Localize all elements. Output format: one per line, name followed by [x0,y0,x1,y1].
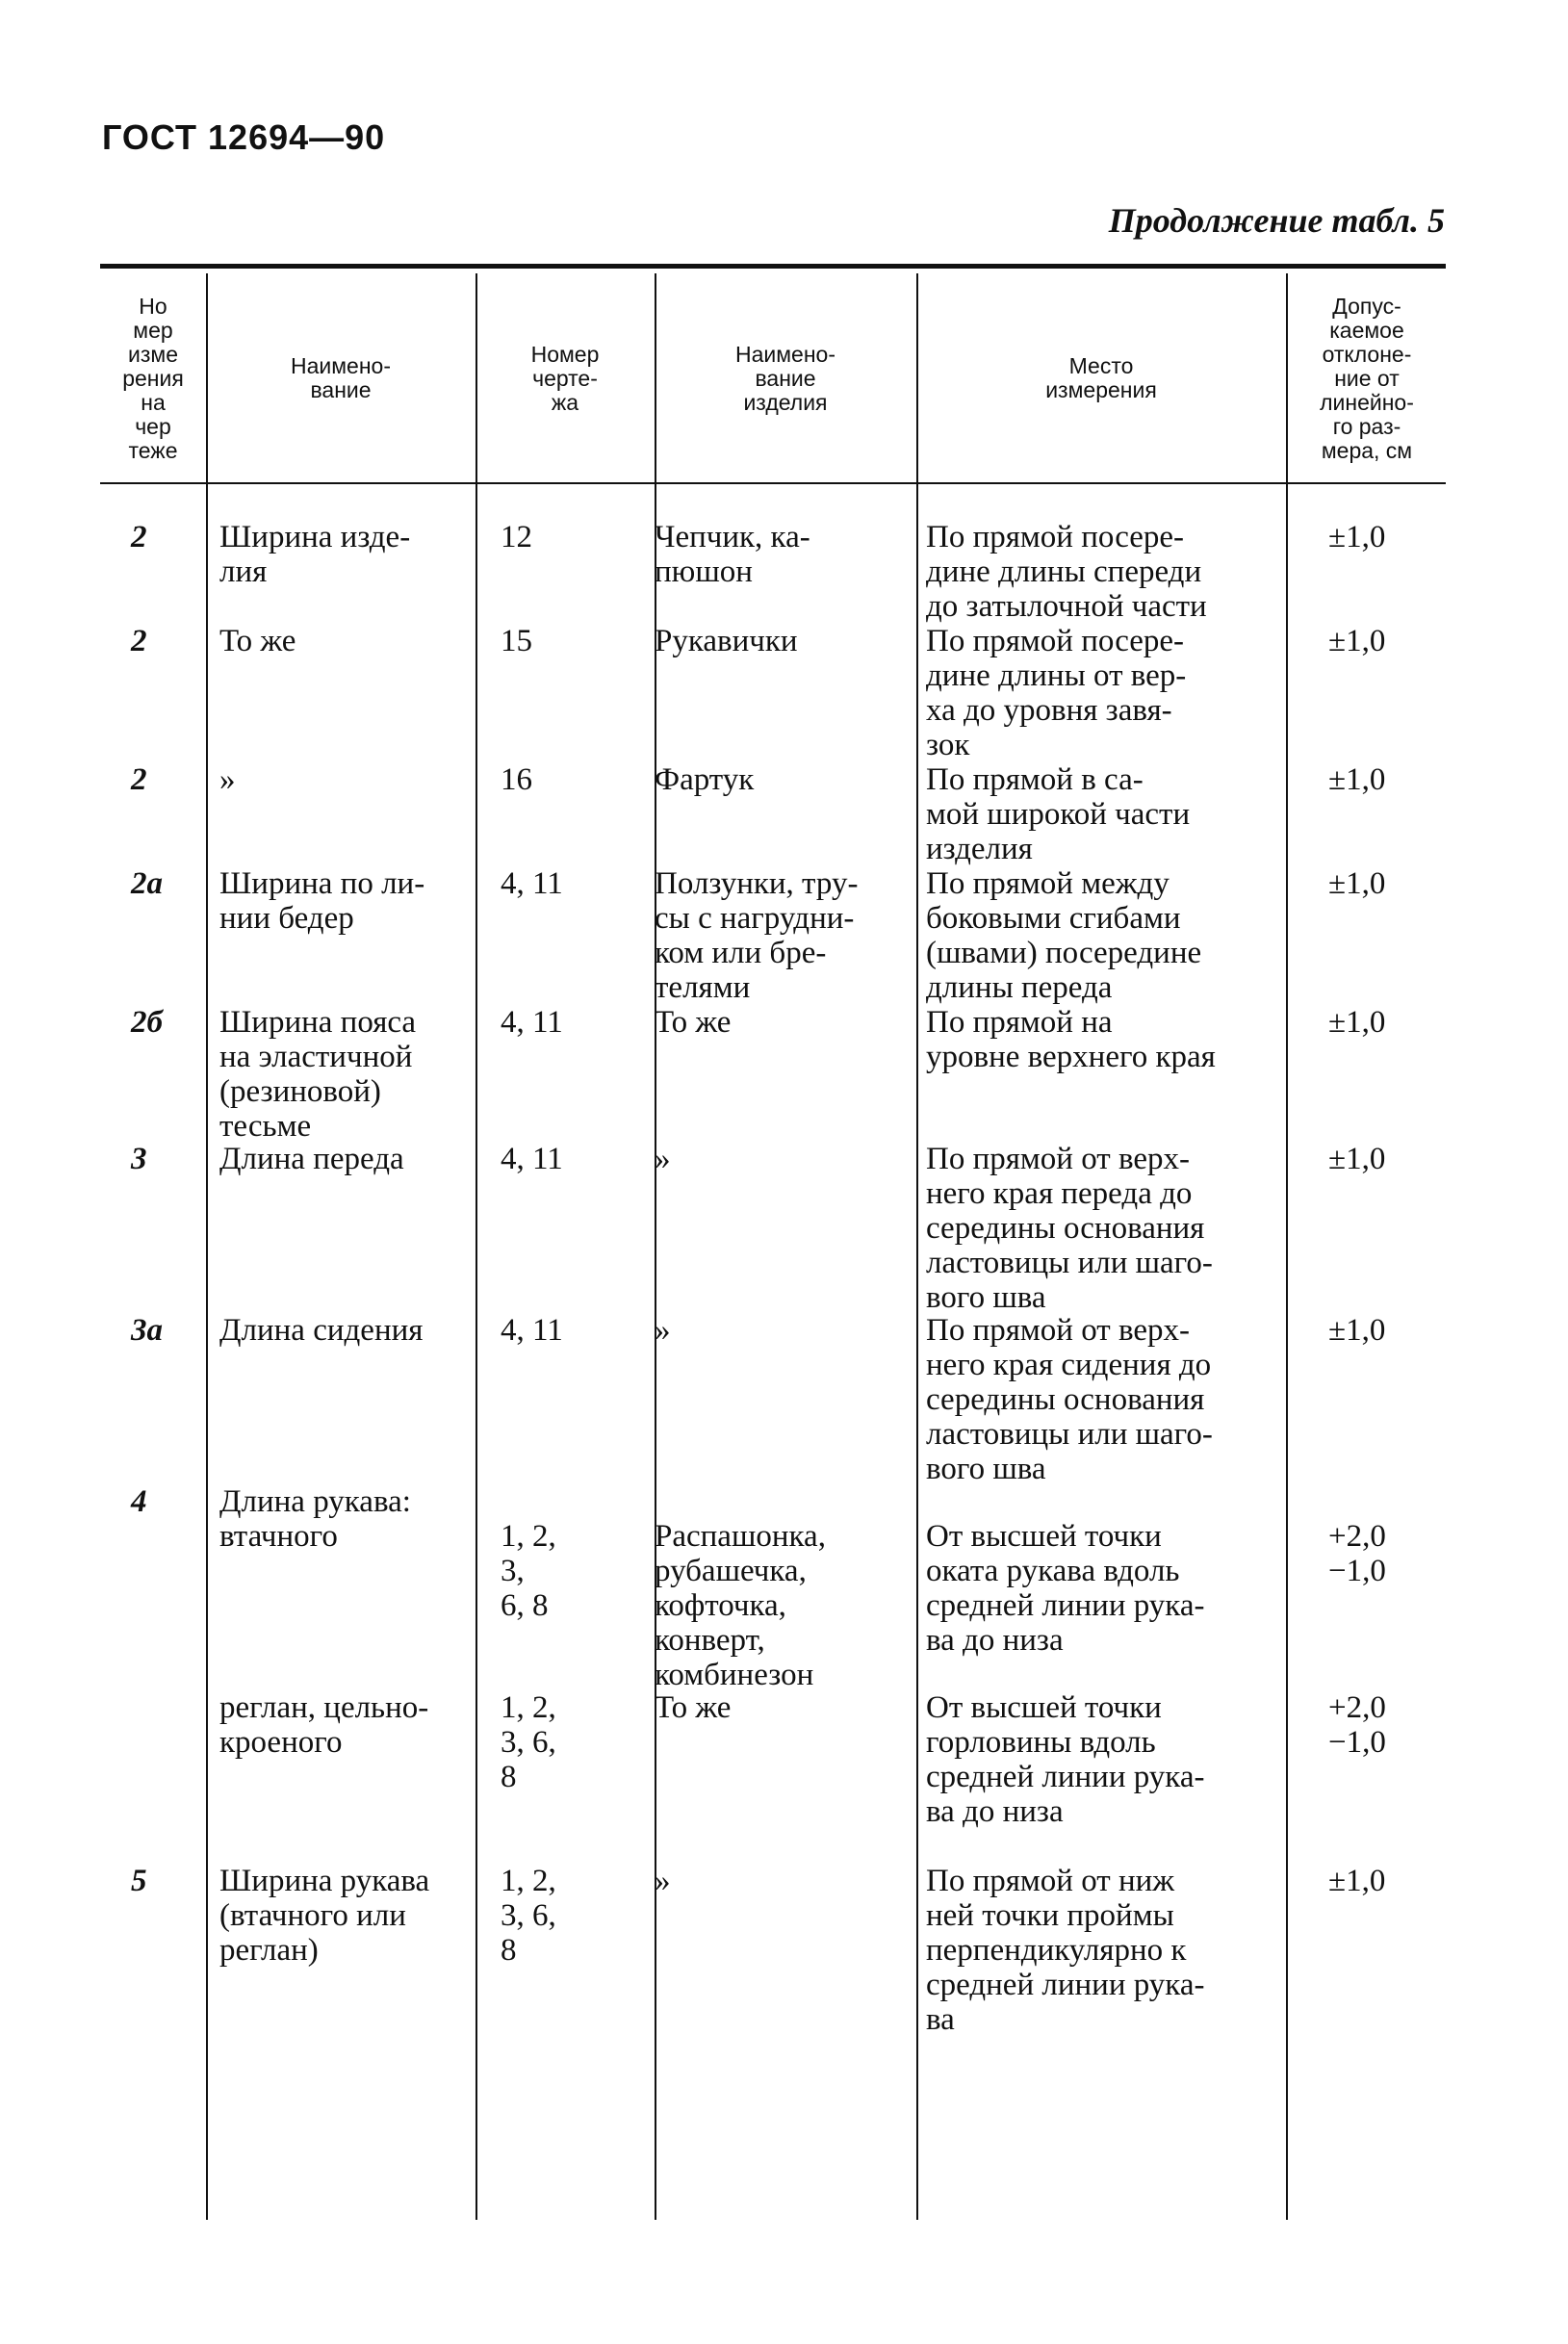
row-item: Рукавички [655,624,798,658]
row-item: » [655,1313,671,1348]
column-divider [916,273,918,2220]
header-item: Наимено- вание изделия [734,341,835,415]
row-tolerance: +2,0 −1,0 [1328,1519,1386,1588]
row-name: Ширина рукава (втачного или реглан) [219,1864,430,1968]
row-drawing: 12 [501,520,532,554]
row-tolerance: ±1,0 [1328,1864,1386,1898]
row-drawing: 1, 2, 3, 6, 8 [501,1864,556,1968]
row-number: 3 [131,1142,147,1176]
row-place: По прямой от верх- него края переда до середины основания ластовицы или шаго- вого шва [926,1142,1213,1315]
table-header-rule [100,482,1446,484]
row-tolerance: ±1,0 [1328,1313,1386,1348]
row-name: Ширина изде- лия [219,520,411,589]
header-name: Наимено- вание [290,353,391,402]
row-drawing: 4, 11 [501,866,563,901]
row-item: Фартук [655,762,755,797]
row-drawing: 4, 11 [501,1142,563,1176]
row-item: » [655,1142,671,1176]
column-divider [476,273,477,2220]
row-name: Длина сидения [219,1313,424,1348]
row-number: 2 [131,624,147,658]
row-name: Длина переда [219,1142,404,1176]
row-name: Длина рукава: втачного [219,1484,411,1554]
row-drawing: 4, 11 [501,1313,563,1348]
row-place: От высшей точки оката рукава вдоль средней линии рука- ва до низа [926,1519,1205,1658]
row-drawing: 1, 2, 3, 6, 8 [501,1519,556,1623]
row-number: 2б [131,1005,163,1040]
header-number: Но мер изме рения на чер теже [122,293,184,463]
row-number: 4 [131,1484,147,1519]
row-place: По прямой посере- дине длины от вер- ха до уровня завя- зок [926,624,1187,762]
row-name: Ширина по ли- нии бедер [219,866,425,936]
row-number: 2 [131,762,147,797]
row-tolerance: ±1,0 [1328,1142,1386,1176]
row-number: 3а [131,1313,163,1348]
row-tolerance: ±1,0 [1328,520,1386,554]
row-place: От высшей точки горловины вдоль средней линии рука- ва до низа [926,1690,1205,1829]
row-item: Чепчик, ка- пюшон [655,520,810,589]
row-drawing: 1, 2, 3, 6, 8 [501,1690,556,1794]
column-divider [206,273,208,2220]
row-name: » [219,762,236,797]
row-number: 2а [131,866,163,901]
row-tolerance: ±1,0 [1328,762,1386,797]
table-top-rule [100,264,1446,269]
row-tolerance: +2,0 −1,0 [1328,1690,1386,1760]
column-divider [1286,273,1288,2220]
row-place: По прямой от верх- него края сидения до середины основания ластовицы или шаго- вого шва [926,1313,1213,1486]
row-place: По прямой на уровне верхнего края [926,1005,1216,1074]
row-number: 2 [131,520,147,554]
row-item: » [655,1864,671,1898]
row-item: Ползунки, тру- сы с нагрудни- ком или бре- телями [655,866,859,1005]
header-place: Место измерения [1045,353,1157,402]
row-item: То же [655,1690,732,1725]
row-drawing: 16 [501,762,532,797]
row-item: Распашонка, рубашечка, кофточка, конверт, комбинезон [655,1519,826,1692]
row-name: Ширина пояса на эластичной (резиновой) тесьме [219,1005,417,1144]
table-continuation-caption: Продолжение табл. 5 [1108,201,1445,240]
row-place: По прямой в са- мой широкой части изделия [926,762,1191,866]
row-item: То же [655,1005,732,1040]
row-name: реглан, цельно- кроеного [219,1690,429,1760]
row-place: По прямой посере- дине длины спереди до затылочной части [926,520,1207,624]
row-drawing: 15 [501,624,532,658]
header-tolerance: Допус- каемое отклоне- ние от линейно- го раз- мера, см [1320,293,1414,463]
row-tolerance: ±1,0 [1328,1005,1386,1040]
row-place: По прямой от ниж ней точки проймы перпендикулярно к средней линии рука- ва [926,1864,1205,2037]
row-number: 5 [131,1864,147,1898]
row-tolerance: ±1,0 [1328,624,1386,658]
header-drawing: Номер черте- жа [530,341,600,415]
row-drawing: 4, 11 [501,1005,563,1040]
document-title: ГОСТ 12694—90 [102,117,386,157]
row-name: То же [219,624,296,658]
row-tolerance: ±1,0 [1328,866,1386,901]
row-place: По прямой между боковыми сгибами (швами) посередине длины переда [926,866,1202,1005]
